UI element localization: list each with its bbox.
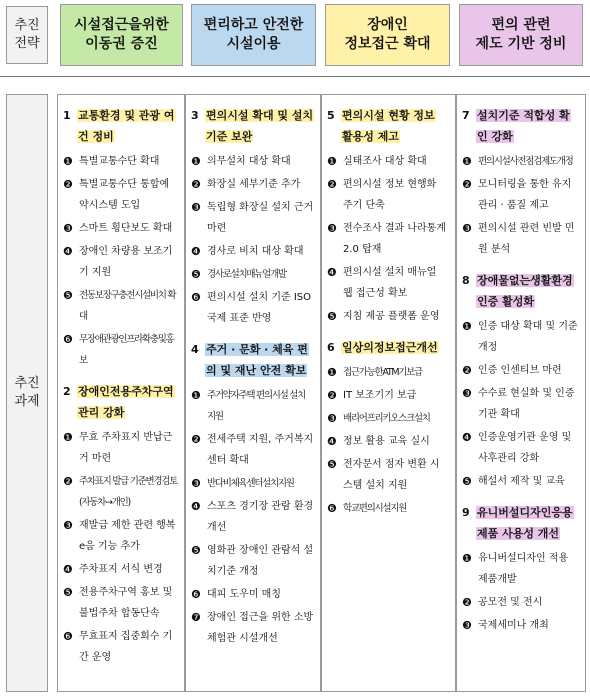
- bullet-1-icon: ❶: [462, 155, 472, 168]
- section-title: 교통환경 및 관광 여건 정비: [78, 109, 175, 143]
- column-facility-use: [185, 94, 321, 692]
- column-mobility: [57, 94, 185, 692]
- list-item: ❺ 지침 제공 플랫폼 운영: [327, 306, 449, 327]
- section-title: 편의시설 현황 정보 활용성 제고: [342, 109, 435, 143]
- list-item: ❺ 영화관 장애인 관람석 설치기준 개정: [191, 540, 314, 582]
- list-item: ❸ 전수조사 결과 나라통계 2.0 탑재: [327, 218, 449, 260]
- list-item: ❸ 독립형 화장실 설치 근거 마련: [191, 197, 314, 239]
- list-item: ❹ 장애인 차량용 보조기기 지원: [63, 241, 178, 283]
- section-number: 5: [327, 109, 335, 122]
- list-item: ❶ 주거약자주택 편의시설 설치 지원: [191, 385, 314, 427]
- bullet-4-icon: ❹: [63, 245, 73, 258]
- bullet-7-icon: ❼: [191, 611, 201, 624]
- list-item: ❷ 공모전 및 전시: [462, 592, 579, 613]
- section-title: 편의시설 확대 및 설치기준 보완: [206, 109, 314, 143]
- section-number: 3: [191, 109, 199, 122]
- section-3-heading: [191, 105, 314, 147]
- bullet-1-icon: ❶: [63, 155, 73, 168]
- list-item: ❹ 편의시설 설치 매뉴얼 웹 접근성 확보: [327, 262, 449, 304]
- strategy-box-facility-use: 편리하고 안전한 시설이용: [191, 4, 316, 66]
- column-institutional-basis: [456, 94, 586, 692]
- bullet-5-icon: ❺: [462, 475, 472, 488]
- bullet-5-icon: ❺: [327, 310, 337, 323]
- bullet-4-icon: ❹: [191, 500, 201, 513]
- list-item: ❹ 경사로 비치 대상 확대: [191, 241, 314, 262]
- list-item: ❺ 전용주차구역 홍보 및 불법주차 합동단속: [63, 582, 178, 624]
- list-item: ❹ 스포츠 경기장 관람 환경 개선: [191, 496, 314, 538]
- section-title: 주거 · 문화 · 체육 편의 및 재난 안전 확보: [206, 343, 308, 377]
- section-8-heading: [462, 270, 579, 312]
- list-item: ❷ 인증 인센티브 마련: [462, 360, 579, 381]
- section-4-heading: [191, 339, 314, 381]
- section-title: 장애물없는생활환경 인증 활성화: [477, 274, 573, 308]
- bullet-1-icon: ❶: [462, 320, 472, 333]
- section-title: 유니버설디자인응용 제품 사용성 개선: [477, 506, 573, 540]
- bullet-1-icon: ❶: [327, 155, 337, 168]
- bullet-3-icon: ❸: [191, 201, 201, 214]
- task-row-label: 추진 과제: [6, 94, 48, 692]
- list-item: ❸ 편의시설 관련 빈발 민원 분석: [462, 218, 579, 260]
- list-item: ❹ 주차표지 서식 변경: [63, 559, 178, 580]
- list-item: ❺ 경사로설치매뉴얼개발: [191, 264, 314, 285]
- strategy-box-mobility: 시설접근을위한 이동권 증진: [60, 4, 183, 66]
- bullet-6-icon: ❻: [191, 588, 201, 601]
- section-number: 7: [462, 109, 470, 122]
- list-item: ❶ 접근가능한ATM기보급: [327, 362, 449, 383]
- bullet-1-icon: ❶: [327, 366, 337, 379]
- list-item: ❻ 대피 도우미 매칭: [191, 584, 314, 605]
- section-title: 일상의정보접근개선: [342, 341, 438, 354]
- list-item: ❹ 인증운영기관 운영 및 사후관리 강화: [462, 427, 579, 469]
- list-item: ❸ 재발급 제한 관련 행복e음 기능 추가: [63, 515, 178, 557]
- column-information-access: [321, 94, 456, 692]
- list-item: ❻ 무효표지 집중회수 기간 운영: [63, 626, 178, 668]
- list-item: ❻ 무장애관광인프라확충및홍보: [63, 329, 178, 371]
- bullet-4-icon: ❹: [327, 435, 337, 448]
- bullet-2-icon: ❷: [462, 596, 472, 609]
- bullet-3-icon: ❸: [327, 412, 337, 425]
- list-item: ❶ 편의시설사전점검제도개정: [462, 151, 579, 172]
- section-7-heading: [462, 105, 579, 147]
- bullet-1-icon: ❶: [63, 431, 73, 444]
- list-item: ❶ 의무설치 대상 확대: [191, 151, 314, 172]
- bullet-4-icon: ❹: [63, 563, 73, 576]
- list-item: ❷ 모니터링을 통한 유지관리 · 품질 제고: [462, 174, 579, 216]
- section-number: 9: [462, 506, 470, 519]
- list-item: ❷ 편의시설 정보 현행화 주기 단축: [327, 174, 449, 216]
- list-item: ❺ 전자문서 점자 변환 시스템 설치 지원: [327, 454, 449, 496]
- list-item: ❹ 정보 활용 교육 실시: [327, 431, 449, 452]
- bullet-2-icon: ❷: [327, 389, 337, 402]
- bullet-5-icon: ❺: [191, 544, 201, 557]
- bullet-4-icon: ❹: [191, 245, 201, 258]
- bullet-5-icon: ❺: [327, 458, 337, 471]
- list-item: ❻ 편의시설 설치 기준 ISO 국제 표준 반영: [191, 287, 314, 329]
- section-6-heading: [327, 337, 449, 358]
- section-number: 8: [462, 274, 470, 287]
- strategy-row-label: 추진 전략: [6, 6, 48, 64]
- list-item: ❻ 학교편의시설지원: [327, 498, 449, 519]
- bullet-1-icon: ❶: [191, 389, 201, 402]
- section-number: 6: [327, 341, 335, 354]
- section-2-heading: [63, 381, 178, 423]
- bullet-3-icon: ❸: [327, 222, 337, 235]
- bullet-3-icon: ❸: [462, 387, 472, 400]
- bullet-3-icon: ❸: [191, 477, 201, 490]
- strategy-box-institutional-basis: 편의 관련 제도 기반 정비: [459, 4, 583, 66]
- bullet-5-icon: ❺: [63, 586, 73, 599]
- section-9-heading: [462, 502, 579, 544]
- bullet-5-icon: ❺: [191, 268, 201, 281]
- bullet-2-icon: ❷: [462, 178, 472, 191]
- bullet-4-icon: ❹: [327, 266, 337, 279]
- list-item: ❷ 전세주택 지원, 주거복지센터 확대: [191, 429, 314, 471]
- section-1-heading: [63, 105, 178, 147]
- section-number: 1: [63, 109, 71, 122]
- section-title: 설치기준 적합성 확인 강화: [477, 109, 570, 143]
- bullet-6-icon: ❻: [191, 291, 201, 304]
- bullet-2-icon: ❷: [191, 433, 201, 446]
- list-item: ❸ 스마트 횡단보도 확대: [63, 218, 178, 239]
- list-item: ❸ 반다비체육센터설치지원: [191, 473, 314, 494]
- list-item: ❺ 전동보장구충전시설비치 확대: [63, 285, 178, 327]
- bullet-1-icon: ❶: [462, 552, 472, 565]
- list-item: ❶ 실태조사 대상 확대: [327, 151, 449, 172]
- bullet-2-icon: ❷: [63, 475, 73, 488]
- section-number: 4: [191, 343, 199, 356]
- strategy-box-information-access: 장애인 정보접근 확대: [325, 4, 450, 66]
- list-item: ❼ 장애인 접근을 위한 소방체험관 시설개선: [191, 607, 314, 649]
- list-item: ❸ 수수료 현실화 및 인증기관 확대: [462, 383, 579, 425]
- bullet-3-icon: ❸: [63, 519, 73, 532]
- bullet-4-icon: ❹: [462, 431, 472, 444]
- list-item: ❷ 주차표지 발급 기준변경검토(자동차→개인): [63, 471, 178, 513]
- list-item: ❸ 배리어프리키오스크설치: [327, 408, 449, 429]
- bullet-2-icon: ❷: [327, 178, 337, 191]
- section-5-heading: [327, 105, 449, 147]
- bullet-6-icon: ❻: [327, 502, 337, 515]
- list-item: ❶ 무효 주차표지 반납근거 마련: [63, 427, 178, 469]
- list-item: ❷ 특별교통수단 통합예약시스템 도입: [63, 174, 178, 216]
- header-divider: [0, 76, 590, 77]
- list-item: ❶ 특별교통수단 확대: [63, 151, 178, 172]
- list-item: ❸ 국제세미나 개최: [462, 615, 579, 636]
- bullet-3-icon: ❸: [63, 222, 73, 235]
- list-item: ❷ 화장실 세부기준 추가: [191, 174, 314, 195]
- bullet-6-icon: ❻: [63, 333, 73, 346]
- bullet-2-icon: ❷: [462, 364, 472, 377]
- bullet-6-icon: ❻: [63, 630, 73, 643]
- bullet-1-icon: ❶: [191, 155, 201, 168]
- list-item: ❺ 해설서 제작 및 교육: [462, 471, 579, 492]
- list-item: ❶ 인증 대상 확대 및 기준 개정: [462, 316, 579, 358]
- section-number: 2: [63, 385, 71, 398]
- bullet-5-icon: ❺: [63, 289, 73, 302]
- bullet-3-icon: ❸: [462, 222, 472, 235]
- list-item: ❷ IT 보조기기 보급: [327, 385, 449, 406]
- bullet-3-icon: ❸: [462, 619, 472, 632]
- bullet-2-icon: ❷: [191, 178, 201, 191]
- list-item: ❶ 유니버설디자인 적용 제품개발: [462, 548, 579, 590]
- section-title: 장애인전용주차구역 관리 강화: [78, 385, 174, 419]
- bullet-2-icon: ❷: [63, 178, 73, 191]
